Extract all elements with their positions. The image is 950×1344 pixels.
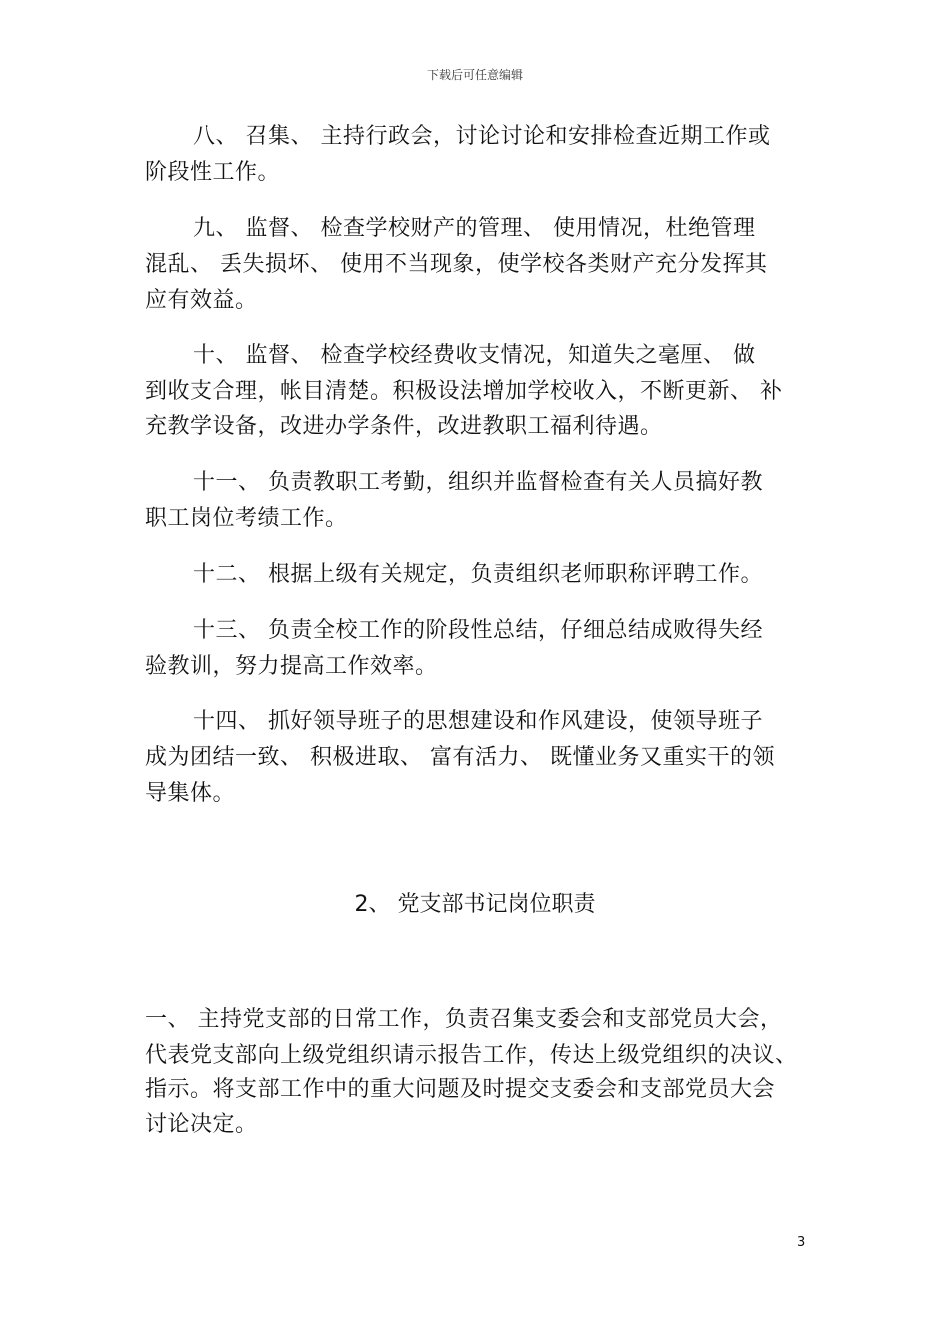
paragraph-line: 十四、 抓好领导班子的思想建设和作风建设，使领导班子 [193,709,763,734]
paragraph-line: 十、 监督、 检查学校经费收支情况，知道失之毫厘、 做 [193,343,756,368]
page-number: 3 [797,1235,806,1250]
paragraph-line: 充教学设备，改进办学条件，改进教职工福利待遇。 [145,414,663,439]
paragraph-line: 十三、 负责全校工作的阶段性总结，仔细总结成败得失经 [193,618,763,643]
paragraph-line: 成为团结一致、 积极进取、 富有活力、 既懂业务又重实干的领 [145,745,775,770]
paragraph-line: 阶段性工作。 [145,160,281,185]
paragraph-line: 十二、 根据上级有关规定，负责组织老师职称评聘工作。 [193,562,763,587]
paragraph-line: 混乱、 丢失损坏、 使用不当现象，使学校各类财产充分发挥其 [145,252,768,277]
paragraph-line: 应有效益。 [145,288,258,313]
paragraph-line: 一、 主持党支部的日常工作，负责召集支委会和支部党员大会， [145,1007,783,1032]
paragraph-line: 十一、 负责教职工考勤，组织并监督检查有关人员搞好教 [193,470,763,495]
paragraph-line: 到收支合理，帐目清楚。积极设法增加学校收入，不断更新、 补 [145,379,783,404]
paragraph-line: 代表党支部向上级党组织请示报告工作，传达上级党组织的决议、 [145,1043,798,1068]
paragraph-line: 九、 监督、 检查学校财产的管理、 使用情况，杜绝管理 [193,216,756,241]
paragraph-line: 八、 召集、 主持行政会，讨论讨论和安排检查近期工作或 [193,124,771,149]
paragraph-line: 讨论决定。 [145,1112,258,1137]
page-header: 下载后可任意编辑 [426,68,523,82]
paragraph-line: 职工岗位考绩工作。 [145,506,348,531]
paragraph-line: 验教训，努力提高工作效率。 [145,654,438,679]
section-title: 2、 党支部书记岗位职责 [354,892,596,917]
paragraph-line: 导集体。 [145,781,236,806]
paragraph-line: 指示。将支部工作中的重大问题及时提交支委会和支部党员大会 [145,1077,776,1102]
